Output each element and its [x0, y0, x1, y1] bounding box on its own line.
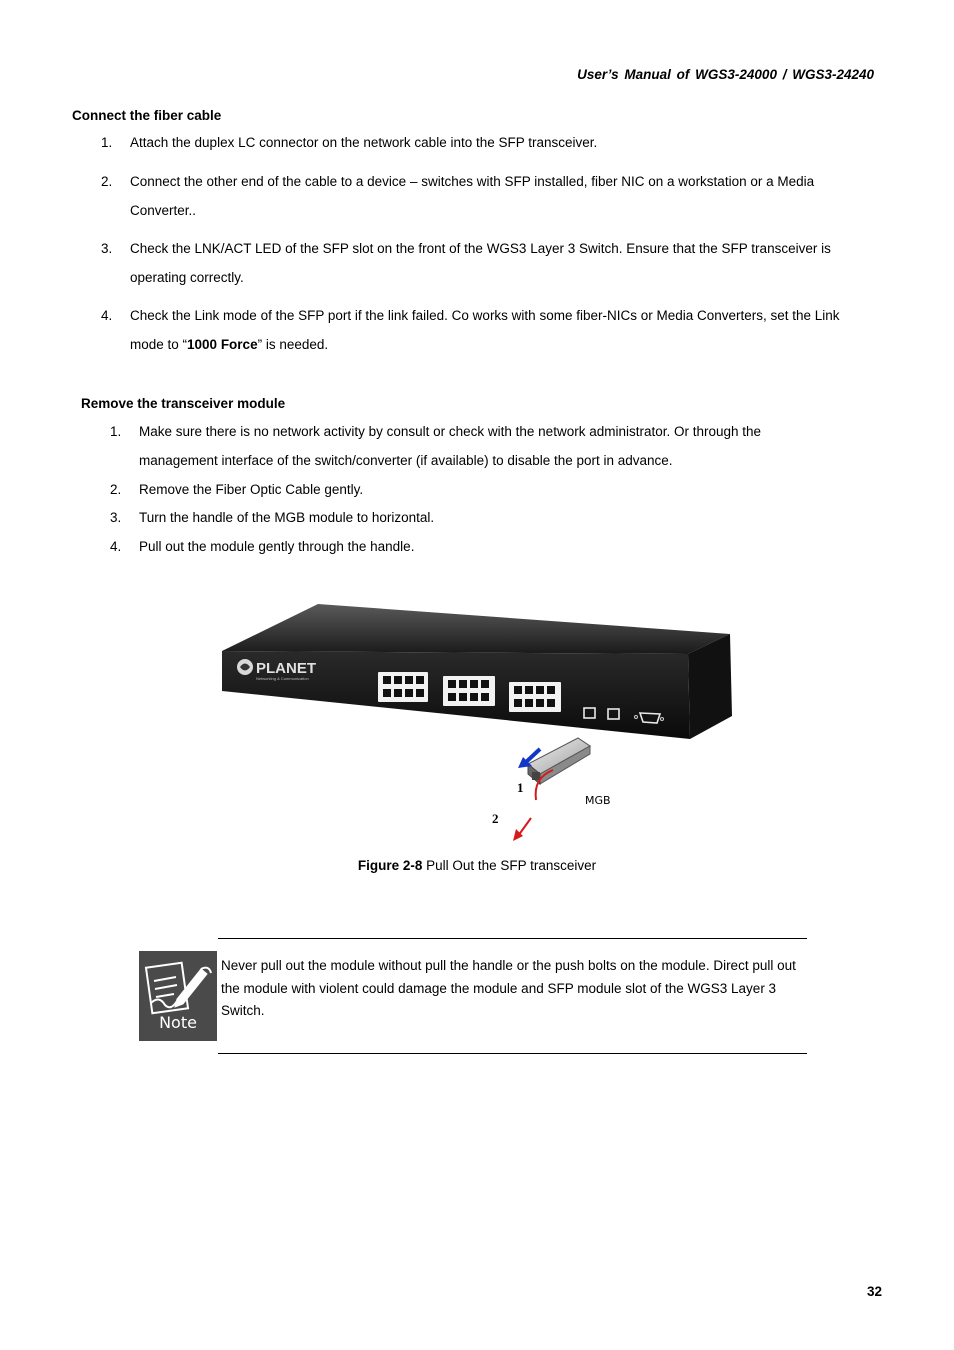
- sfp-module: [528, 738, 590, 784]
- step-2-label: 2: [492, 811, 499, 826]
- item-text: Turn the handle of the MGB module to horizontal.: [139, 510, 435, 525]
- note-text: Never pull out the module without pull the handle or the push bolts on the module. Direct pull out the module with violent could damage the module and SFP module slot of the WGS3 Layer 3 Switch.: [221, 958, 796, 1018]
- item-number: 3.: [101, 241, 113, 256]
- note-top-rule: [218, 938, 807, 939]
- bold-term: 1000 Force: [187, 337, 258, 352]
- item-number: 2.: [101, 174, 113, 189]
- item-text: Check the Link mode of the SFP port if the link failed. Co works with some fiber-NICs or Media Converters, set the Link: [130, 308, 840, 323]
- page-number: 32: [866, 1284, 882, 1299]
- item-text: Attach the duplex LC connector on the network cable into the SFP transceiver.: [130, 135, 598, 150]
- mgb-label: MGB: [585, 794, 611, 807]
- switch-figure: [218, 596, 738, 846]
- item-text: Make sure there is no network activity by consult or check with the network administrator. Or through the: [139, 424, 762, 439]
- section-title-connect-fiber: Connect the fiber cable: [72, 108, 222, 123]
- brand-subtitle: Networking & Communication: [256, 676, 309, 681]
- note-label: Note: [159, 1013, 197, 1032]
- switch-top: [222, 604, 730, 654]
- item-number: 4.: [101, 308, 113, 323]
- item-number: 3.: [110, 510, 122, 525]
- item-text: Connect the other end of the cable to a device – switches with SFP installed, fiber NIC on a workstation or a Media: [130, 174, 815, 189]
- item-number: 1.: [110, 424, 122, 439]
- section-title-remove-module: Remove the transceiver module: [81, 396, 286, 411]
- item-number: 2.: [110, 482, 122, 497]
- item-number: 4.: [110, 539, 122, 554]
- item-text-cont: operating correctly.: [130, 270, 244, 285]
- item-text: Check the LNK/ACT LED of the SFP slot on the front of the WGS3 Layer 3 Switch. Ensure that the SFP transceiver is: [130, 241, 831, 256]
- item-text: Remove the Fiber Optic Cable gently.: [139, 482, 364, 497]
- step-1-label: 1: [517, 780, 524, 795]
- figure-caption: Figure 2-8 Pull Out the SFP transceiver: [357, 858, 597, 873]
- item-number: 1.: [101, 135, 113, 150]
- note-bottom-rule: [218, 1053, 807, 1054]
- item-text-cont: mode to “1000 Force” is needed.: [130, 337, 329, 352]
- running-header: User’s Manual of WGS3-24000 / WGS3-24240: [577, 67, 874, 82]
- note-icon: [139, 951, 217, 1041]
- item-text-cont: Converter..: [130, 203, 197, 218]
- switch-illustration: [218, 596, 738, 846]
- brand-logo-text: PLANET: [256, 660, 316, 677]
- item-text: Pull out the module gently through the handle.: [139, 539, 415, 554]
- item-text-cont: management interface of the switch/converter (if available) to disable the port in advance.: [139, 453, 673, 468]
